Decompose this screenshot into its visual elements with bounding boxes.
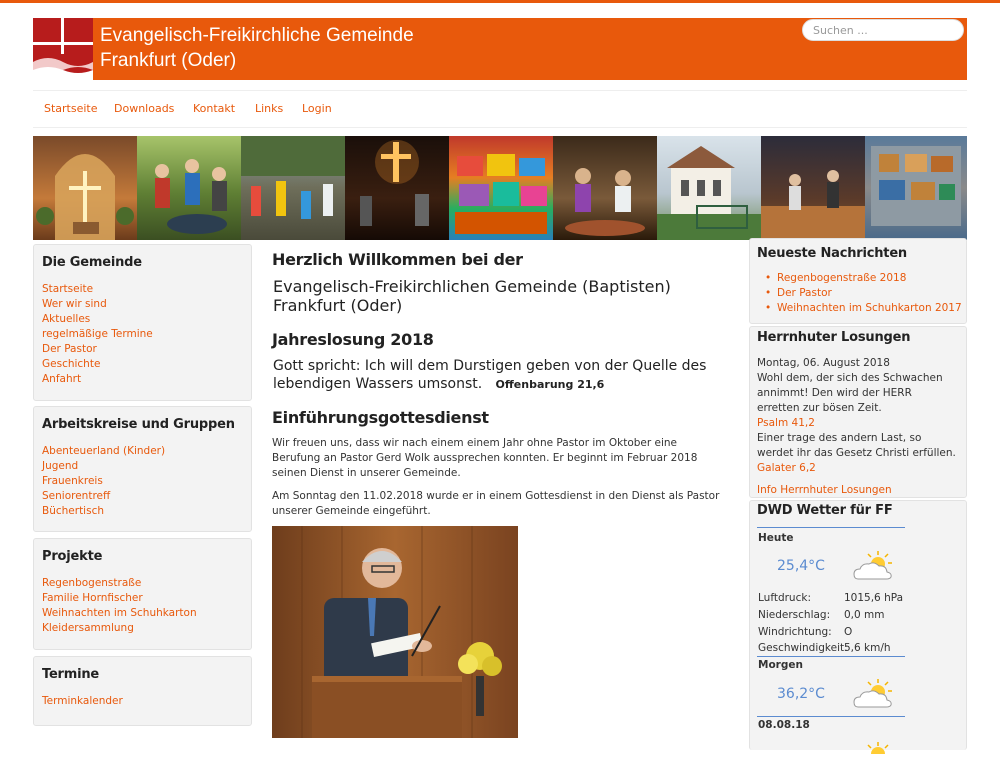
banner-photo-sports-hall: [761, 136, 865, 240]
sidebar-module-neueste-nachrichten: [749, 238, 967, 324]
einfuehrung-paragraph-1: Wir freuen uns, dass wir nach einem einem Jahr ohne Pastor im Oktober eine Berufung an Pastor Gerd Wolk aussprechen konnten. Er beginnt im Februar 2018 seinen Dienst in unserer Gemeinde.: [272, 437, 698, 479]
weather-row-label: Luftdruck:: [758, 592, 811, 604]
sidebar-item-wer-wir-sind[interactable]: Wer wir sind: [42, 298, 107, 310]
weather-today-temp: 25,4°C: [777, 558, 825, 574]
site-header: [33, 18, 967, 80]
search-input[interactable]: [802, 19, 964, 41]
losungen-text-2: Einer trage des andern Last, so werdet ihr das Gesetz Christi erfüllen.: [757, 432, 956, 459]
weather-title: DWD Wetter für FF: [757, 503, 893, 518]
jahreslosung-line-1: Gott spricht: Ich will dem Durstigen geben von der Quelle des: [273, 358, 707, 374]
sun-cloud-icon: [852, 679, 896, 713]
jahreslosung-heading: Jahreslosung 2018: [272, 330, 434, 349]
weather-row-value: 1015,6 hPa: [844, 592, 904, 604]
weather-divider: [757, 716, 905, 717]
welcome-heading: Herzlich Willkommen bei der: [272, 250, 523, 269]
sun-cloud-icon: [852, 739, 896, 758]
einfuehrung-heading: Einführungsgottesdienst: [272, 408, 489, 427]
sidebar-module-dwd-wetter: [749, 500, 967, 750]
weather-row-label: Niederschlag:: [758, 609, 831, 621]
sidebar-item-frauenkreis[interactable]: Frauenkreis: [42, 475, 103, 487]
site-title-line-1: Evangelisch-Freikirchliche Gemeinde: [100, 25, 414, 46]
sidebar-item-familie-hornfischer[interactable]: Familie Hornfischer: [42, 592, 143, 604]
sun-cloud-icon: [852, 551, 896, 585]
losungen-content: [757, 356, 957, 476]
news-title: Neueste Nachrichten: [757, 246, 907, 261]
main-navigation: [33, 90, 967, 128]
sidebar-item-seniorentreff[interactable]: Seniorentreff: [42, 490, 111, 502]
sidebar-item-der-pastor[interactable]: Der Pastor: [42, 343, 97, 355]
sidebar-item-geschichte[interactable]: Geschichte: [42, 358, 101, 370]
weather-next-label: 08.08.18: [758, 719, 810, 731]
weather-row-label: Windrichtung:: [758, 626, 832, 638]
sidebar-module-title: Die Gemeinde: [42, 255, 142, 270]
sidebar-item-anfahrt[interactable]: Anfahrt: [42, 373, 82, 385]
banner-photo-church-building: [657, 136, 761, 240]
news-item-weihnachten[interactable]: • Weihnachten im Schuhkarton 2017: [757, 301, 962, 316]
banner-photo-truck-donations: [865, 136, 967, 240]
sidebar-item-weihnachten-schuhkarton[interactable]: Weihnachten im Schuhkarton: [42, 607, 197, 619]
sidebar-item-startseite[interactable]: Startseite: [42, 283, 94, 295]
pastor-photo: [272, 526, 518, 738]
sidebar-item-aktuelles[interactable]: Aktuelles: [42, 313, 91, 325]
sidebar-item-kleidersammlung[interactable]: Kleidersammlung: [42, 622, 134, 634]
site-title-line-2: Frankfurt (Oder): [100, 50, 237, 71]
sidebar-item-buechertisch[interactable]: Büchertisch: [42, 505, 104, 517]
losungen-text-1: Wohl dem, der sich des Schwachen annimmt! Den wird der HERR erretten zur bösen Zeit.: [757, 372, 943, 414]
banner-photo-concert-stage: [345, 136, 449, 240]
weather-divider: [757, 656, 905, 657]
church-name-line-1: Evangelisch-Freikirchlichen Gemeinde (Baptisten): [273, 277, 671, 296]
banner-photo-church-cross: [33, 136, 137, 240]
nav-downloads[interactable]: Downloads: [114, 102, 175, 115]
news-item-regenbogenstrasse[interactable]: • Regenbogenstraße 2018: [757, 271, 962, 286]
einfuehrung-paragraph-2: Am Sonntag den 11.02.2018 wurde er in einem Gottesdienst in den Dienst als Pastor unserer Gemeinde eingeführt.: [272, 490, 720, 517]
sidebar-item-terminkalender[interactable]: Terminkalender: [42, 695, 123, 707]
church-name: [273, 277, 728, 315]
losungen-title: Herrnhuter Losungen: [757, 330, 911, 345]
nav-startseite[interactable]: Startseite: [44, 102, 98, 115]
banner-photo-gathering: [553, 136, 657, 240]
sidebar-item-abenteuerland[interactable]: Abenteuerland (Kinder): [42, 445, 166, 457]
losungen-date: Montag, 06. August 2018: [757, 357, 890, 369]
weather-tomorrow-temp: 36,2°C: [777, 686, 825, 702]
sidebar-module-arbeitskreise: [33, 406, 252, 532]
banner-photo-street-event: [241, 136, 345, 240]
banner-photo-shoebox-gifts: [449, 136, 553, 240]
jahreslosung-verse: [273, 357, 728, 394]
losungen-reference-1[interactable]: Psalm 41,2: [757, 417, 815, 429]
weather-divider: [757, 527, 905, 528]
sidebar-item-jugend[interactable]: Jugend: [42, 460, 79, 472]
church-name-line-2: Frankfurt (Oder): [273, 296, 403, 315]
sidebar-item-regelmaessige-termine[interactable]: regelmäßige Termine: [42, 328, 153, 340]
sidebar-module-title: Termine: [42, 667, 100, 682]
weather-tomorrow-label: Morgen: [758, 659, 803, 671]
weather-row-value: 0,0 mm: [844, 609, 885, 621]
banner-photo-strip: [33, 136, 967, 240]
news-item-der-pastor[interactable]: • Der Pastor: [757, 286, 962, 301]
nav-kontakt[interactable]: Kontakt: [193, 102, 236, 115]
weather-today-label: Heute: [758, 532, 794, 544]
sidebar-module-herrnhuter-losungen: [749, 326, 967, 498]
losungen-reference-2[interactable]: Galater 6,2: [757, 462, 816, 474]
jahreslosung-reference: Offenbarung 21,6: [495, 378, 605, 391]
sidebar-item-regenbogenstrasse[interactable]: Regenbogenstraße: [42, 577, 142, 589]
church-cross-logo[interactable]: [33, 18, 93, 80]
sidebar-module-projekte: [33, 538, 252, 650]
top-accent-line: [0, 0, 1000, 3]
site-title[interactable]: [100, 23, 414, 73]
weather-row-value: 5,6 km/h: [844, 642, 891, 654]
nav-login[interactable]: Login: [302, 102, 332, 115]
sidebar-module-die-gemeinde: [33, 244, 252, 401]
losungen-info-link[interactable]: Info Herrnhuter Losungen: [757, 484, 892, 496]
nav-links[interactable]: Links: [255, 102, 284, 115]
sidebar-module-title: Arbeitskreise und Gruppen: [42, 417, 235, 432]
jahreslosung-line-2: lebendigen Wassers umsonst.: [273, 376, 483, 392]
banner-photo-youth-group: [137, 136, 241, 240]
weather-row-value: O: [844, 626, 853, 638]
sidebar-module-termine: [33, 656, 252, 726]
sidebar-module-title: Projekte: [42, 549, 103, 564]
weather-row-label: Geschwindigkeit:: [758, 642, 848, 654]
